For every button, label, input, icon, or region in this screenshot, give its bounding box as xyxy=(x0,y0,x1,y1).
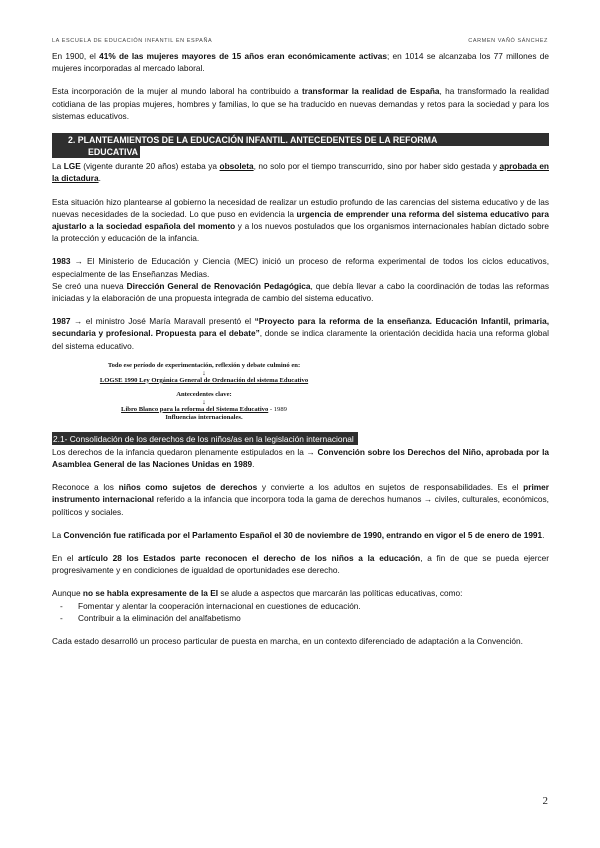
paragraph-1987: 1987 → el ministro José María Maravall presentó el “Proyecto para la reforma de la enseñanza. Educación Infantil, primaria, secundaria y profesional. Propuesta para el debate”, donde se indica claramente la orientación decidida hacia una reforma global del sistema educativo. xyxy=(52,316,550,351)
running-header-right: CARMEN VAÑÓ SÁNCHEZ xyxy=(468,38,548,44)
scheme-line-white-book: Libro Blanco para la reforma del Sistema Educativo - 1989 xyxy=(121,405,287,413)
paragraph-ei-mention: Aunque no se habla expresamente de la EI se alude a aspectos que marcarán las políticas educativas, como: xyxy=(52,588,463,599)
section-2-1-heading: 2.1- Consolidación de los derechos de los niños/as en la legislación internacional xyxy=(52,432,358,445)
list-item: - Contribuir a la eliminación del analfabetismo xyxy=(52,612,549,624)
paragraph-women-incorporation: Esta incorporación de la mujer al mundo laboral ha contribuido a transformar la realidad de España, ha transformado la realidad cotidiana de las propias mujeres, hombres y familias, lo que se ha traducido en nuevas demandas y retos para la sociedad y para los sistemas educativos. xyxy=(52,86,549,121)
paragraph-women-activity: En 1900, el 41% de las mujeres mayores de 15 años eran económicamente activas; en 1014 se alcanzaba los 77 millones de mujeres incorporadas al mercado laboral. xyxy=(52,51,549,74)
paragraph-children-rights: Reconoce a los niños como sujetos de derechos y convierte a los adultos en sujetos de responsabilidades. Es el primer instrumento internacional referido a la infancia que incorpora toda la gama de derechos humanos → civiles, culturales, económicos, políticos y sociales. xyxy=(52,482,549,517)
bullet-marker: - xyxy=(60,612,63,623)
paragraph-reform-urgency: Esta situación hizo plantearse al gobierno la necesidad de realizar un estudio profundo de las carencias del sistema educativo y de las nuevas necesidades de la sociedad. Lo que puso en evidencia la urgencia de emprender una reforma del sistema educativo para ajustarlo a la sociedad española del momento y a los nuevos postulados que los organismos internacionales habían dictado sobre la protección y educación de la infancia. xyxy=(52,196,549,244)
paragraph-ratification: La Convención fue ratificada por el Parlamento Español el 30 de noviembre de 1990, entrando en vigor el 5 de enero de 1991. xyxy=(52,529,545,540)
scheme-line-international: Influencias internacionales. xyxy=(165,413,243,421)
scheme-line-logse: LOGSE 1990 Ley Orgánica General de Ordenación del sistema Educativo xyxy=(99,376,309,384)
scheme-line-antecedents: Antecedentes clave: xyxy=(176,390,232,398)
arrow-right-icon: → xyxy=(423,494,433,505)
paragraph-article-28: En el artículo 28 los Estados parte reconocen el derecho de los niños a la educación, a fin de que se pueda ejercer progresivamente y en condiciones de igualdad de oportunidades ese derecho. xyxy=(52,553,550,576)
arrow-right-icon: → xyxy=(73,316,83,327)
running-header-left: LA ESCUELA DE EDUCACIÓN INFANTIL EN ESPAÑA xyxy=(52,38,213,44)
page-number: 2 xyxy=(542,795,548,807)
paragraph-1983: 1983 → El Ministerio de Educación y Ciencia (MEC) inició un proceso de reforma experimental de todos los ciclos educativos, especialmente de las Enseñanzas Medias. Se creó una nueva Dirección General de Renovación Pedagógica, que debía llevar a cabo la coordinación de todas las reformas iniciadas y la elaboración de una propuesta integrada de cambio del sistema educativo. xyxy=(52,256,549,304)
paragraph-convention: Los derechos de la infancia quedaron plenamente estipulados en la → Convención sobre los Derechos del Niño, aprobada por la Asamblea General de las Naciones Unidas en 1989. xyxy=(52,446,549,470)
paragraph-adaptation: Cada estado desarrolló un proceso particular de puesta en marcha, en un contexto diferenciado de adaptación a la Convención. xyxy=(52,636,523,647)
bullet-marker: - xyxy=(60,600,63,611)
list-item: - Fomentar y alentar la cooperación internacional en cuestiones de educación. xyxy=(52,600,549,612)
scheme-line-intro: Todo ese período de experimentación, reflexión y debate culminó en: xyxy=(107,361,301,369)
section-2-heading xyxy=(52,133,549,158)
arrow-right-icon: → xyxy=(74,256,83,267)
arrow-right-icon: → xyxy=(306,446,315,457)
page-content xyxy=(52,50,549,658)
arrow-down-icon: ↓ xyxy=(202,368,206,377)
section-2-heading-line2: EDUCATIVA xyxy=(52,146,140,158)
paragraph-lge: La LGE (vigente durante 20 años) estaba ya obsoleta, no solo por el tiempo transcurrido, sino por haber sido gestada y aprobada en la dictadura. xyxy=(52,161,549,184)
section-2-heading-line1: 2. PLANTEAMIENTOS DE LA EDUCACIÓN INFANTIL. ANTECEDENTES DE LA REFORMA xyxy=(52,133,549,146)
arrow-down-icon: ↓ xyxy=(202,397,206,406)
reform-scheme-figure xyxy=(74,362,334,422)
